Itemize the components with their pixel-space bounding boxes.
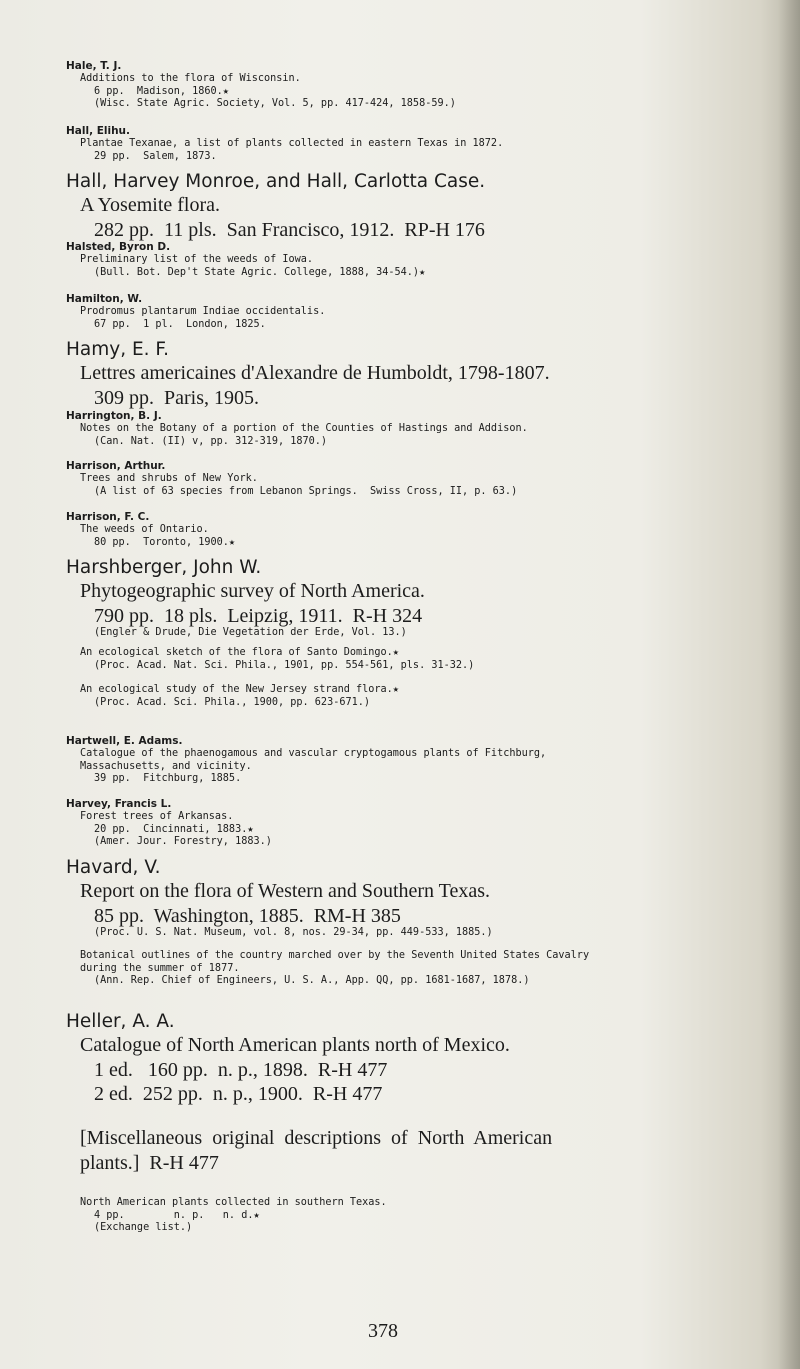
entry-line: North American plants collected in southern Texas.: [80, 1197, 387, 1208]
entry-line: (Wisc. State Agric. Society, Vol. 5, pp. 417-424, 1858-59.): [94, 98, 456, 110]
entry-line: 309 pp. Paris, 1905.: [94, 386, 259, 409]
bibliography-entry: [66, 647, 474, 672]
entry-line: 282 pp. 11 pls. San Francisco, 1912. RP-H 176: [94, 218, 485, 241]
entry-line: Prodromus plantarum Indiae occidentalis.: [80, 306, 326, 317]
entry-line: (Proc. U. S. Nat. Museum, vol. 8, nos. 29-34, pp. 449-533, 1885.): [94, 927, 493, 938]
bibliography-entry: [66, 170, 485, 242]
page-number: 378: [368, 1320, 398, 1342]
entry-line: (A list of 63 species from Lebanon Springs. Swiss Cross, II, p. 63.): [94, 485, 518, 497]
entry-author: Halsted, Byron D.: [66, 241, 171, 253]
entry-author: Harshberger, John W.: [66, 557, 262, 578]
bibliography-entry: [66, 556, 425, 628]
bibliography-entry: [66, 1126, 552, 1175]
entry-author: Hale, T. J.: [66, 60, 122, 72]
bibliography-entry: [66, 241, 425, 279]
entry-line: Report on the flora of Western and Southern Texas.: [80, 880, 491, 902]
bibliography-entry: [66, 1010, 510, 1107]
entry-line: 29 pp. Salem, 1873.: [94, 150, 217, 162]
entry-author: Heller, A. A.: [66, 1011, 175, 1032]
bibliography-entry: [66, 627, 407, 640]
entry-author: Hall, Elihu.: [66, 125, 131, 137]
entry-line: 20 pp. Cincinnati, 1883.★: [94, 823, 254, 835]
entry-line: (Ann. Rep. Chief of Engineers, U. S. A., App. QQ, pp. 1681-1687, 1878.): [94, 975, 530, 987]
bibliography-entry: [66, 460, 517, 498]
bibliography-entry: [66, 927, 493, 940]
bibliography-entry: [66, 293, 325, 331]
bibliography-entry: [66, 1197, 387, 1235]
bibliography-entry: [66, 410, 528, 448]
entry-line: Plantae Texanae, a list of plants collected in eastern Texas in 1872.: [80, 138, 504, 149]
entry-line: Notes on the Botany of a portion of the Counties of Hastings and Addison.: [80, 423, 528, 434]
entry-line: Catalogue of North American plants north of Mexico.: [80, 1034, 510, 1056]
entry-line: 790 pp. 18 pls. Leipzig, 1911. R-H 324: [94, 604, 423, 627]
bibliography-entry: [66, 798, 272, 849]
entry-line: An ecological study of the New Jersey strand flora.★: [80, 684, 399, 695]
entry-line: 6 pp. Madison, 1860.★: [94, 85, 229, 97]
entry-author: Hamy, E. F.: [66, 339, 169, 360]
entry-line: The weeds of Ontario.: [80, 524, 209, 535]
entry-line: Additions to the flora of Wisconsin.: [80, 73, 301, 84]
bibliography-entry: [66, 511, 235, 549]
bibliography-entry: [66, 125, 503, 163]
entry-line: (Proc. Acad. Sci. Phila., 1900, pp. 623-671.): [94, 696, 371, 708]
entry-line: 80 pp. Toronto, 1900.★: [94, 536, 236, 548]
entry-line: [Miscellaneous original descriptions of North American: [80, 1127, 553, 1149]
entry-line: Phytogeographic survey of North America.: [80, 580, 425, 602]
entry-line: Preliminary list of the weeds of Iowa.: [80, 254, 314, 265]
entry-author: Harrison, Arthur.: [66, 460, 166, 472]
entry-line: during the summer of 1877.: [80, 962, 240, 974]
entry-line: (Bull. Bot. Dep't State Agric. College, 1888, 34-54.)★: [94, 266, 426, 278]
entry-author: Harrington, B. J.: [66, 410, 162, 422]
page-edge-shadow: [778, 0, 800, 1369]
entry-line: (Exchange list.): [94, 1222, 193, 1234]
entry-line: Botanical outlines of the country marched over by the Seventh United States Cavalry: [80, 950, 590, 961]
bibliography-entry: [66, 735, 546, 786]
entry-line: (Proc. Acad. Nat. Sci. Phila., 1901, pp. 554-561, pls. 31-32.): [94, 659, 475, 671]
bibliography-entry: [66, 60, 456, 111]
entry-line: (Engler & Drude, Die Vegetation der Erde, Vol. 13.): [94, 627, 407, 638]
bibliography-entry: [66, 856, 490, 928]
entry-line: 67 pp. 1 pl. London, 1825.: [94, 318, 266, 330]
entry-line: Lettres americaines d'Alexandre de Humboldt, 1798-1807.: [80, 362, 550, 384]
entry-line: (Can. Nat. (II) v, pp. 312-319, 1870.): [94, 435, 328, 447]
entry-line: Massachusetts, and vicinity.: [80, 760, 252, 772]
entry-line: 4 pp. n. p. n. d.★: [94, 1209, 260, 1221]
entry-line: Trees and shrubs of New York.: [80, 473, 258, 484]
entry-author: Hamilton, W.: [66, 293, 143, 305]
entry-line: 85 pp. Washington, 1885. RM-H 385: [94, 904, 401, 927]
bibliography-entry: [66, 338, 550, 410]
bibliography-entry: [66, 684, 399, 709]
entry-line: (Amer. Jour. Forestry, 1883.): [94, 836, 272, 848]
entry-author: Harvey, Francis L.: [66, 798, 172, 810]
entry-line: plants.] R-H 477: [80, 1151, 219, 1174]
entry-line: A Yosemite flora.: [80, 194, 220, 216]
entry-line: An ecological sketch of the flora of Santo Domingo.★: [80, 647, 399, 658]
entry-line: Catalogue of the phaenogamous and vascular cryptogamous plants of Fitchburg,: [80, 748, 547, 759]
entry-author: Harrison, F. C.: [66, 511, 150, 523]
entry-author: Hartwell, E. Adams.: [66, 735, 183, 747]
entry-line: 39 pp. Fitchburg, 1885.: [94, 773, 242, 785]
entry-line: Forest trees of Arkansas.: [80, 811, 234, 822]
entry-author: Hall, Harvey Monroe, and Hall, Carlotta Case.: [66, 171, 486, 192]
bibliography-entry: [66, 950, 589, 988]
entry-line: 2 ed. 252 pp. n. p., 1900. R-H 477: [94, 1083, 383, 1105]
entry-line: 1 ed. 160 pp. n. p., 1898. R-H 477: [94, 1058, 388, 1081]
entry-author: Havard, V.: [66, 857, 161, 878]
